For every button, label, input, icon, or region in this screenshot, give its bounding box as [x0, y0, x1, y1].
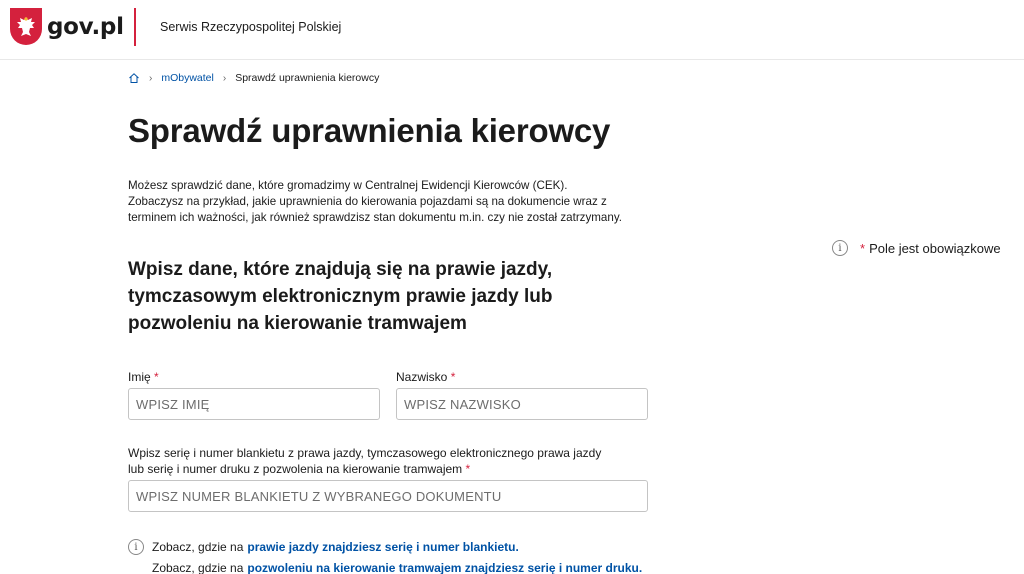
gov-pl-logo[interactable] [10, 8, 124, 45]
help-prefix: Zobacz, gdzie na [152, 540, 244, 554]
service-name: Serwis Rzeczypospolitej Polskiej [160, 20, 342, 34]
header-divider [134, 8, 136, 46]
chevron-right-icon: › [222, 72, 227, 84]
required-star: * [154, 370, 159, 384]
info-icon: i [128, 539, 144, 555]
intro-line-2: Zobaczysz na przykład, jakie uprawnienia do kierowania pojazdami są na dokumencie wraz z terminem ich ważności, jak również sprawdzisz stan dokumentu m.in. czy nie został zatrzymany. [128, 195, 622, 224]
home-icon[interactable] [128, 72, 140, 84]
required-note-text: Pole jest obowiązkowe [869, 240, 1001, 256]
polish-eagle-emblem-icon [10, 8, 42, 45]
page-title: Sprawdź uprawnienia kierowcy [128, 112, 611, 149]
intro-text [128, 178, 648, 226]
first-name-label-text: Imię [128, 370, 151, 384]
document-number-label [128, 445, 648, 477]
driving-licence-help-link[interactable]: prawie jazdy znajdziesz serię i numer blankietu. [247, 540, 519, 554]
first-name-input[interactable] [128, 388, 380, 420]
help-links [128, 538, 642, 574]
info-icon: i [832, 240, 848, 256]
last-name-label [396, 370, 455, 384]
help-prefix: Zobacz, gdzie na [152, 561, 244, 574]
form-section-title: Wpisz dane, które znajdują się na prawie jazdy, tymczasowym elektronicznym prawie jazdy lub pozwoleniu na kierowanie tramwajem [128, 259, 553, 334]
document-number-input[interactable] [128, 480, 648, 512]
help-row-tram-permit [128, 559, 642, 574]
site-header [0, 0, 1024, 60]
required-star: * [465, 462, 471, 476]
logo-text: gov.pl [47, 13, 124, 40]
required-star: * [450, 370, 456, 384]
required-fields-note [832, 240, 1001, 256]
first-name-label [128, 370, 159, 384]
help-row-driving-licence [128, 538, 642, 556]
chevron-right-icon: › [149, 72, 153, 84]
breadcrumb [128, 71, 379, 85]
last-name-input[interactable] [396, 388, 648, 420]
last-name-label-text: Nazwisko [396, 370, 448, 384]
breadcrumb-link-mobywatel[interactable]: mObywatel [161, 72, 214, 84]
breadcrumb-current: Sprawdź uprawnienia kierowcy [235, 72, 380, 84]
document-label-line-2: lub serię i numer druku z pozwolenia na kierowanie tramwajem [128, 462, 463, 476]
document-label-line-1: Wpisz serię i numer blankietu z prawa jazdy, tymczasowego elektronicznego prawa jazdy [128, 446, 602, 460]
tram-permit-help-link[interactable]: pozwoleniu na kierowanie tramwajem znajdziesz serię i numer druku. [247, 561, 643, 574]
intro-line-1: Możesz sprawdzić dane, które gromadzimy w Centralnej Ewidencji Kierowców (CEK). [128, 179, 568, 192]
required-star: * [860, 240, 866, 256]
